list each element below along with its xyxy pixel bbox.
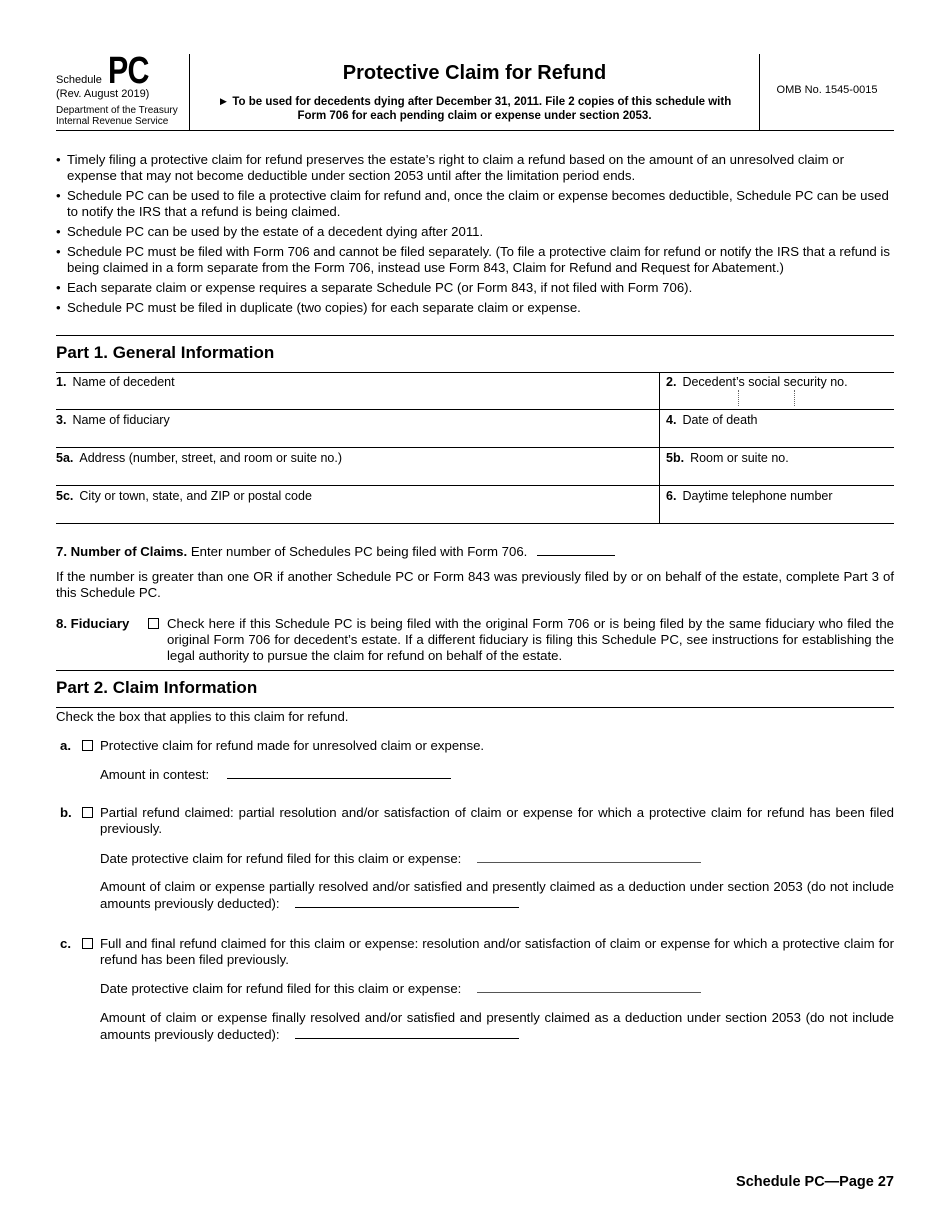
omb-number: OMB No. 1545-0015	[776, 84, 878, 96]
decedent-name-field[interactable]: 1. Name of decedent	[56, 375, 175, 389]
agency-name: Internal Revenue Service	[56, 116, 169, 127]
item-b-amount-input[interactable]	[295, 895, 519, 908]
list-item: • Schedule PC must be filed in duplicate (two copies) for each separate claim or expense.	[56, 300, 581, 315]
room-suite-field[interactable]: 5b. Room or suite no.	[659, 448, 895, 485]
bullet-icon: •	[56, 188, 61, 203]
bullet-icon: •	[56, 152, 61, 167]
list-item: • Timely filing a protective claim for refund preserves the estate’s right to claim a refund based on the amount of an unresolved claim or expense that may not become deductible under section 2053 until after the limitation period ends.	[56, 152, 844, 183]
bullet-icon: •	[56, 224, 61, 239]
list-item: • Each separate claim or expense requires a separate Schedule PC (or Form 843, if not filed with Form 706).	[56, 280, 693, 295]
form-header	[56, 50, 894, 131]
item-c-amount-input[interactable]	[295, 1026, 519, 1039]
form-instructions	[198, 95, 751, 123]
telephone-field[interactable]: 6. Daytime telephone number	[659, 486, 895, 523]
bullet-icon: •	[56, 300, 61, 315]
part2-heading: Part 2. Claim Information	[56, 670, 894, 708]
item-c-date-line: Date protective claim for refund filed for this claim or expense:	[100, 980, 894, 997]
item-b-letter: b.	[60, 805, 72, 820]
title-block	[190, 54, 760, 130]
date-of-death-field[interactable]: 4. Date of death	[659, 410, 895, 447]
fiduciary-text: Check here if this Schedule PC is being filed with the original Form 706 or is being filed by the same fiduciary who filed the original Form 706 for decedent’s estate. If a different fiduciary is filing this Schedule PC, see instructions for establishing the legal authority to pursue the claim for refund on behalf of the estate.	[167, 616, 894, 663]
fiduciary-label: 8. Fiduciary	[56, 616, 130, 631]
ssn-separator	[794, 390, 795, 406]
ssn-field[interactable]: 2. Decedent’s social security no.	[659, 372, 895, 409]
item-b-date-line: Date protective claim for refund filed for this claim or expense:	[100, 850, 894, 867]
department-name: Department of the Treasury	[56, 105, 178, 116]
number-of-claims-input[interactable]	[537, 543, 615, 556]
item-c-letter: c.	[60, 936, 71, 951]
general-info-grid	[56, 372, 894, 524]
bullet-icon: •	[56, 280, 61, 295]
amount-in-contest-input[interactable]	[227, 766, 451, 779]
item-b-amount-line: Amount of claim or expense partially resolved and/or satisfied and presently claimed as a deduction under section 2053 (do not include amounts previously deducted):	[100, 879, 894, 911]
item-c-checkbox[interactable]	[82, 938, 93, 949]
address-field[interactable]: 5a. Address (number, street, and room or suite no.)	[56, 451, 343, 465]
grid-row	[56, 486, 894, 524]
item-b-date-input[interactable]	[477, 850, 701, 863]
page-title: Protective Claim for Refund	[342, 62, 607, 84]
grid-row	[56, 448, 894, 486]
item-a-amount-line: Amount in contest:	[100, 766, 894, 783]
revision-date: (Rev. August 2019)	[56, 88, 150, 100]
item-a-text: Protective claim for refund made for unresolved claim or expense.	[100, 738, 485, 753]
instructions-line-2: Form 706 for each pending claim or expense under section 2053.	[297, 110, 652, 122]
item-b-checkbox[interactable]	[82, 807, 93, 818]
item-b-text: Partial refund claimed: partial resolution and/or satisfaction of claim or expense for which a protective claim for refund has been filed previously.	[100, 805, 894, 836]
grid-row	[56, 372, 894, 410]
grid-row	[56, 410, 894, 448]
bullet-icon: •	[56, 244, 61, 259]
intro-bullet-list	[56, 152, 894, 320]
agency-block	[56, 105, 188, 127]
item-a-checkbox[interactable]	[82, 740, 93, 751]
part1-heading: Part 1. General Information	[56, 335, 894, 373]
schedule-word: Schedule	[56, 74, 102, 86]
page-footer: Schedule PC—Page 27	[736, 1174, 894, 1190]
list-item: • Schedule PC can be used by the estate of a decedent dying after 2011.	[56, 224, 484, 239]
item-c-date-input[interactable]	[477, 980, 701, 993]
fiduciary-checkbox[interactable]	[148, 618, 159, 629]
number-of-claims-line: 7. Number of Claims. Enter number of Schedules PC being filed with Form 706.	[56, 543, 894, 560]
instructions-line-1: ► To be used for decedents dying after December 31, 2011. File 2 copies of this schedule with	[217, 96, 732, 108]
part2-intro: Check the box that applies to this claim for refund.	[56, 709, 349, 724]
fiduciary-name-field[interactable]: 3. Name of fiduciary	[56, 413, 170, 427]
city-state-zip-field[interactable]: 5c. City or town, state, and ZIP or postal code	[56, 489, 312, 503]
list-item: • Schedule PC can be used to file a protective claim for refund and, once the claim or expense becomes deductible, Schedule PC can be used to notify the IRS that a refund is being claimed.	[56, 188, 889, 219]
number-of-claims-note: If the number is greater than one OR if another Schedule PC or Form 843 was previously filed by or on behalf of the estate, complete Part 3 of this Schedule PC.	[56, 569, 894, 600]
schedule-id: PC	[108, 50, 149, 92]
schedule-id-block	[56, 50, 190, 130]
item-a-letter: a.	[60, 738, 71, 753]
list-item: • Schedule PC must be filed with Form 706 and cannot be filed separately. (To file a protective claim for refund or notify the IRS that a refund is being claimed in a form separate from the Form 706, instead use Form 843, Claim for Refund and Request for Abatement.)	[56, 244, 890, 275]
item-c-amount-line: Amount of claim or expense finally resolved and/or satisfied and presently claimed as a deduction under section 2053 (do not include amounts previously deducted):	[100, 1010, 894, 1042]
ssn-separator	[738, 390, 739, 406]
item-c-text: Full and final refund claimed for this claim or expense: resolution and/or satisfaction of claim or expense for which a protective claim for refund has been filed previously.	[100, 936, 894, 967]
